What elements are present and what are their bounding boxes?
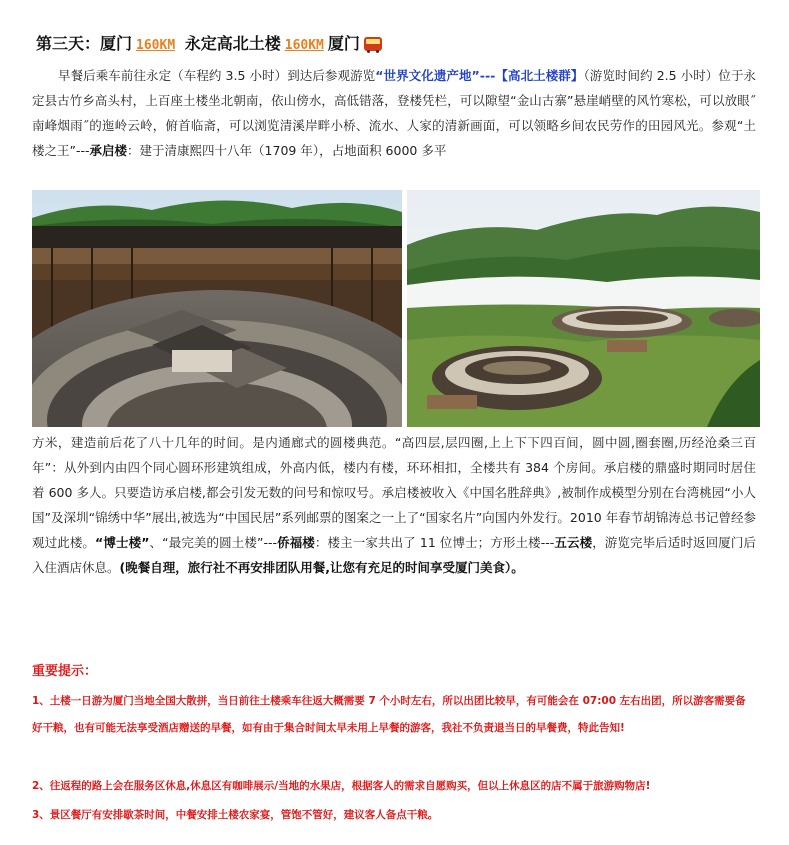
notice-item-2: 2、往返程的路上会在服务区休息,休息区有咖啡展示/当地的水果店，根据客人的需求自愿购买，但以上休息区的店不属于旅游购物店! <box>32 780 651 792</box>
boshi-bold: “博士楼” <box>95 535 150 550</box>
para2-text-3: ：楼主一家共出了 11 位博士；方形土楼--- <box>314 535 555 550</box>
para1-text-1: 早餐后乘车前往永定（车程约 3.5 小时）到达后参观游览 <box>58 68 376 83</box>
title-prefix: 第三天：厦门 <box>36 34 133 53</box>
title-middle: 永定高北土楼 <box>184 34 281 53</box>
qiaofu-bold: 侨福楼 <box>276 535 315 550</box>
para2-text-1: 方米，建造前后花了八十几年的时间。是内通廊式的圆楼典范。“高四层,层四圈,上上下下四百间，圆中圆,圈套圈,历经沧桑三百年”：从外到内由四个同心圆环形建筑组成，外高内低，楼内有楼，环环相扣，全楼共有 384 个房间。承启楼的鼎盛时期同时居住着 600 多人。只要造访承启楼,都会引发无数的问号和惊叹号。承启楼被收入《中国名胜辞典》,被制作成模型分别在台湾桃园“小人国”及深圳“锦绣中华”展出,被选为“中国民居”系列邮票的图案之一上了“国家名片”向国内外发行。2010 年春节胡锦涛总书记曾经参观过此楼。 <box>32 435 756 550</box>
chengqi-paragraph <box>32 430 756 580</box>
para1-text-3: ：建于清康熙四十八年（1709 年），占地面积 6000 多平 <box>127 143 447 158</box>
wuyun-bold: 五云楼 <box>554 535 593 550</box>
heritage-highlight: “世界文化遗产地”---【高北土楼群】 <box>375 68 584 83</box>
intro-paragraph <box>32 63 756 163</box>
tulou-valley-photo <box>407 190 760 427</box>
distance-1: 160KM <box>136 38 176 53</box>
para2-text-4: ，游览完毕后适时返回厦门后入住酒店休息。 <box>32 535 756 575</box>
para1-text-2: （游览时间约 2.5 小时）位于永定县古竹乡高头村，上百座土楼坐北朝南，依山傍水，高低错落，登楼凭栏，可以隙望“金山古寨”悬崖峭壁的风竹寒松，可以放眼˝南峰烟雨˝的迤岭云岭，俯首临斋，可以浏览清溪岸畔小桥、流水、人家的清新画面，可以领略乡间农民劳作的田园风光。参观“土楼之王”--- <box>32 68 757 158</box>
tulou-courtyard-photo <box>32 190 402 427</box>
notice-item-3: 3、景区餐厅有安排歇茶时间，中餐安排土楼农家宴，管饱不管好，建议客人备点干粮。 <box>32 809 439 821</box>
notice-title: 重要提示： <box>32 664 98 679</box>
chengqi-bold: 承启楼 <box>89 143 128 158</box>
para2-text-2: 、“最完美的圆土楼”--- <box>149 535 277 550</box>
distance-2: 160KM <box>284 38 324 53</box>
dinner-note: (晚餐自理，旅行社不再安排团队用餐,让您有充足的时间享受厦门美食）。 <box>119 560 524 575</box>
bus-icon <box>364 37 382 51</box>
notice-item-1: 1、土楼一日游为厦门当地全国大散拼，当日前往土楼乘车往返大概需要 7 个小时左右，所以出团比较早，有可能会在 07:00 左右出团，所以游客需要备好干粮，也有可能无法享受酒店赠送的早餐，如有由于集合时间太早未用上早餐的游客，我社不负责退当日的早餐费，特此告知! <box>32 695 746 734</box>
day-title <box>36 32 756 58</box>
title-suffix: 厦门 <box>327 34 360 53</box>
